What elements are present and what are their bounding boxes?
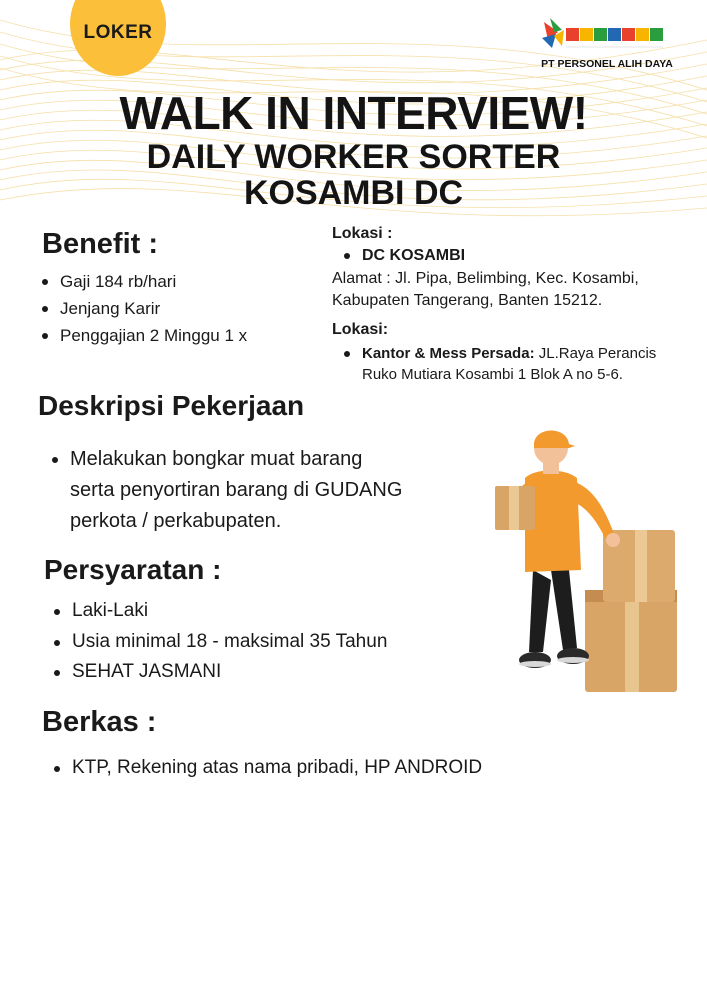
lokasi-address: [332, 268, 702, 312]
delivery-man-illustration-icon: [485, 420, 695, 700]
list-item: Gaji 184 rb/hari: [36, 268, 247, 295]
benefit-heading: Benefit :: [42, 228, 158, 260]
list-item: [46, 444, 466, 537]
office-address-cont: Ruko Mutiara Kosambi 1 Blok A no 5-6.: [362, 366, 623, 383]
list-item: Laki-Laki: [48, 596, 387, 627]
list-item: Penggajian 2 Minggu 1 x: [36, 322, 247, 349]
office-address: JL.Raya Perancis: [534, 345, 657, 362]
lokasi-heading-2: Lokasi:: [332, 321, 389, 338]
list-item: Jenjang Karir: [36, 295, 247, 322]
address-line: Kabupaten Tangerang, Banten 15212.: [332, 292, 603, 309]
office-label: Kantor & Mess Persada:: [362, 345, 535, 362]
job-title: DAILY WORKER SORTER: [146, 138, 561, 176]
job-location-title: KOSAMBI DC: [243, 174, 464, 212]
desc-line: Melakukan bongkar muat barang: [70, 448, 363, 470]
berkas-list: [48, 754, 482, 782]
lokasi-heading: Lokasi :: [332, 225, 393, 242]
list-item: KTP, Rekening atas nama pribadi, HP ANDROID: [48, 754, 482, 782]
benefit-list: [36, 268, 247, 349]
lokasi-list: [338, 245, 465, 266]
persyaratan-list: [48, 596, 387, 688]
address-line: Alamat : Jl. Pipa, Belimbing, Kec. Kosambi,: [332, 270, 639, 287]
loker-badge-label: LOKER: [83, 22, 153, 43]
list-item: SEHAT JASMANI: [48, 657, 387, 688]
headline: WALK IN INTERVIEW!: [119, 87, 588, 139]
persada-logo-icon: [540, 18, 680, 52]
persyaratan-heading: Persyaratan :: [44, 554, 222, 585]
deskripsi-heading: Deskripsi Pekerjaan: [38, 390, 305, 421]
list-item: Usia minimal 18 - maksimal 35 Tahun: [48, 627, 387, 658]
company-name: PT PERSONEL ALIH DAYA: [541, 58, 673, 70]
deskripsi-list: [46, 444, 466, 537]
lokasi-name: DC KOSAMBI: [338, 245, 465, 266]
list-item: [338, 343, 702, 385]
desc-line: perkota / perkabupaten.: [70, 510, 282, 532]
desc-line: serta penyortiran barang di GUDANG: [70, 479, 403, 501]
lokasi-list-2: [338, 343, 702, 385]
berkas-heading: Berkas :: [42, 706, 157, 738]
